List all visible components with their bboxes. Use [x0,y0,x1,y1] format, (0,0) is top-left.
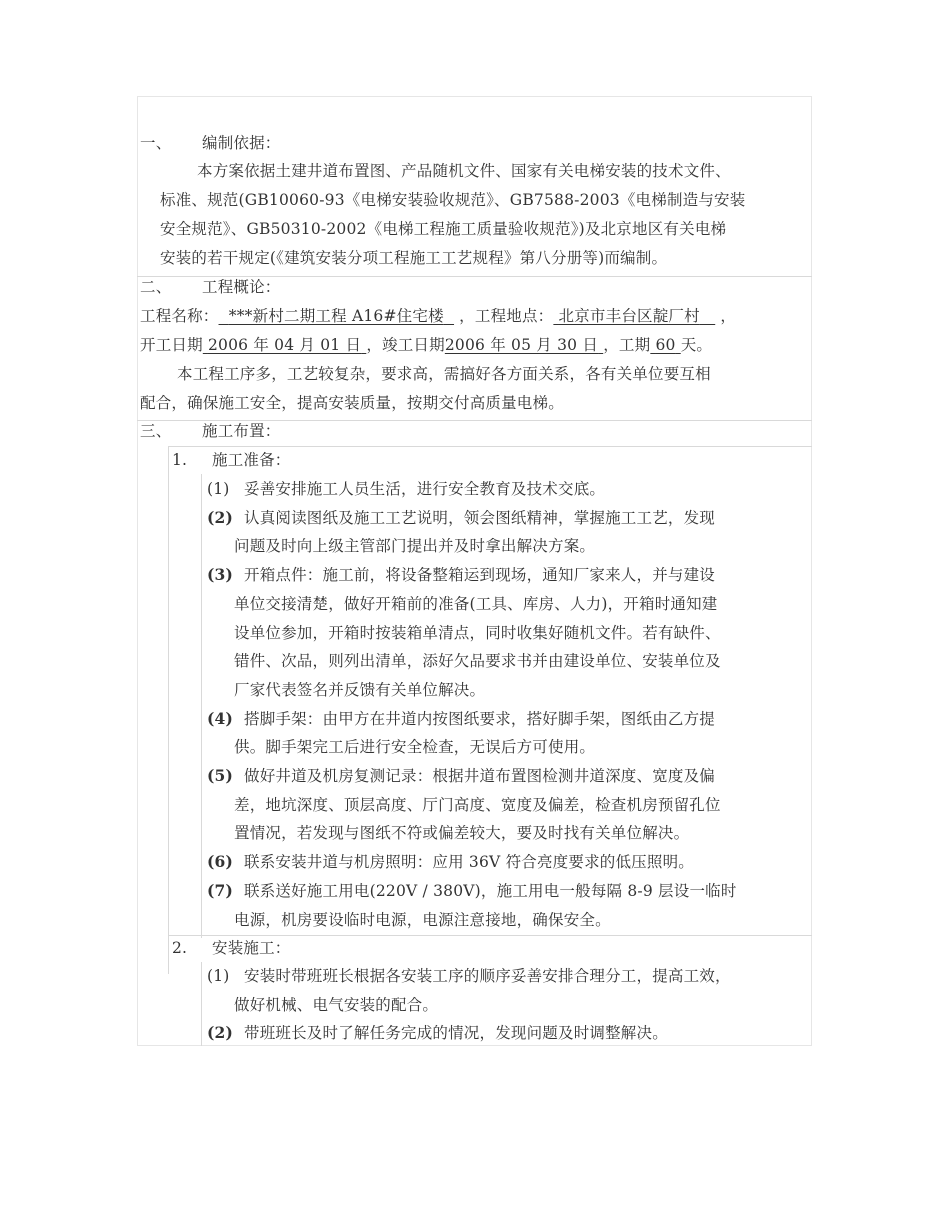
section-title: 编制依据： [202,134,281,152]
item-text: 设单位参加，开箱时按装箱单清点，同时收集好随机文件。若有缺件、 [234,623,721,642]
item-text: 联系安装井道与机房照明：应用 36V 符合亮度要求的低压照明。 [244,853,694,872]
list-item-line [207,852,694,872]
basis-line: 安全规范》、GB50310-2002《电梯工程施工质量验收规范》)及北京地区有关电梯 [160,220,727,238]
comma: ， [720,307,737,325]
project-desc-line: 配合，确保施工安全，提高安装质量，按期交付高质量电梯。 [140,394,564,412]
item-number: (7) [207,880,234,900]
item-text: 单位交接清楚，做好开箱前的准备(工具、库房、人力)，开箱时通知建 [234,594,718,613]
indent-guide [168,446,169,974]
project-dates-line [140,335,712,355]
basis-line: 本方案依据土建井道布置图、产品随机文件、国家有关电梯安装的技术文件、 [197,162,731,180]
item-number: (1) [207,480,230,498]
duration-value: 60 [655,336,676,354]
item-number: (3) [207,565,234,585]
section-heading-3 [140,421,281,441]
list-item-line [234,536,595,556]
end-date-label: ，竣工日期 [366,336,445,354]
item-number: (2) [207,507,234,527]
list-item-line [207,479,605,499]
project-location-value: 北京市丰台区靛厂村 [558,307,700,325]
section-number: 二、 [140,278,172,296]
subsection-number: 1. [172,451,188,469]
basis-line: 标准、规范(GB10060-93《电梯安装验收规范》、GB7588-2003《电梯制造与安装 [160,191,746,209]
indent-guide [168,935,169,961]
item-number: (2) [207,1023,234,1043]
subsection-number: 2. [172,939,188,957]
list-item-line [234,623,721,643]
list-item-line [207,508,715,528]
item-text: 做好机械、电气安装的配合。 [234,995,439,1014]
list-item-line [207,966,731,986]
indent-guide [201,962,202,1046]
project-name-value: ***新村二期工程 A16#住宅楼 [228,307,444,325]
duration-label: ，工期 [603,336,651,354]
item-text: 置情况，若发现与图纸不符或偏差较大，要及时找有关单位解决。 [234,824,690,843]
duration-unit: 天。 [680,336,713,354]
item-text: 差，地坑深度、顶层高度、厅门高度、宽度及偏差，检查机房预留孔位 [234,795,721,814]
subsection-heading-1 [172,450,291,470]
list-item-line [234,910,611,930]
item-number: (6) [207,852,234,872]
project-name-line [140,306,736,326]
end-date-value: 2006 年 05 月 30 日 [444,336,599,354]
item-text: 联系送好施工用电(220V / 380V)，施工用电一般每隔 8-9 层设一临时 [244,881,737,900]
row-divider [168,935,812,936]
list-item-line [207,1023,668,1043]
item-text: 问题及时向上级主管部门提出并及时拿出解决方案。 [234,537,596,556]
subsection-heading-2 [172,938,291,958]
list-item-line [234,823,689,843]
list-item-line [234,680,485,700]
item-text: 搭脚手架：由甲方在井道内按图纸要求，搭好脚手架，图纸由乙方提 [244,709,716,728]
list-item-line [207,565,715,585]
section-number: 一、 [140,134,172,152]
item-text: 开箱点件：施工前，将设备整箱运到现场，通知厂家来人，并与建设 [244,566,716,585]
list-item-line [234,651,721,671]
list-item-line [207,709,715,729]
project-location-label: ，工程地点： [459,307,554,325]
item-number: (1) [207,967,230,985]
item-text: 妥善安排施工人员生活，进行安全教育及技术交底。 [244,480,606,498]
item-text: 厂家代表签名并反馈有关单位解决。 [234,680,486,699]
subsection-title: 安装施工： [212,939,291,957]
item-text: 认真阅读图纸及施工工艺说明，领会图纸精神，掌握施工工艺，发现 [244,508,716,527]
section-title: 工程概论： [202,278,281,296]
start-date-label: 开工日期 [140,336,203,354]
list-item-line [234,594,718,614]
list-item-line [234,737,595,757]
subsection-title: 施工准备： [212,451,291,469]
indent-guide [201,474,202,938]
row-divider [168,446,812,447]
section-heading-2 [140,277,281,297]
basis-line: 安装的若干规定(《建筑安装分项工程施工工艺规程》第八分册等)而编制。 [160,249,668,267]
item-text: 供。脚手架完工后进行安全检查，无误后方可使用。 [234,738,596,757]
item-text: 做好井道及机房复测记录：根据井道布置图检测井道深度、宽度及偏 [244,767,716,785]
list-item-line [207,766,715,786]
item-number: (5) [207,766,234,785]
item-text: 带班班长及时了解任务完成的情况，发现问题及时调整解决。 [244,1024,668,1043]
section-heading-1 [140,133,281,153]
start-date-value: 2006 年 04 月 01 日 [207,336,362,354]
project-name-label: 工程名称： [140,307,219,325]
item-text: 安装时带班班长根据各安装工序的顺序妥善安排合理分工，提高工效， [244,967,731,985]
item-number: (4) [207,708,234,728]
section-title: 施工布置： [202,422,281,440]
list-item-line [207,881,737,901]
list-item-line [234,995,438,1015]
item-text: 错件、次品，则列出清单，添好欠品要求书并由建设单位、安装单位及 [234,652,721,671]
list-item-line [234,795,721,815]
item-text: 电源，机房要设临时电源，电源注意接地，确保安全。 [234,910,611,929]
section-number: 三、 [140,422,172,440]
project-desc-line: 本工程工序多，工艺较复杂，要求高，需搞好各方面关系，各有关单位要互相 [177,365,711,383]
